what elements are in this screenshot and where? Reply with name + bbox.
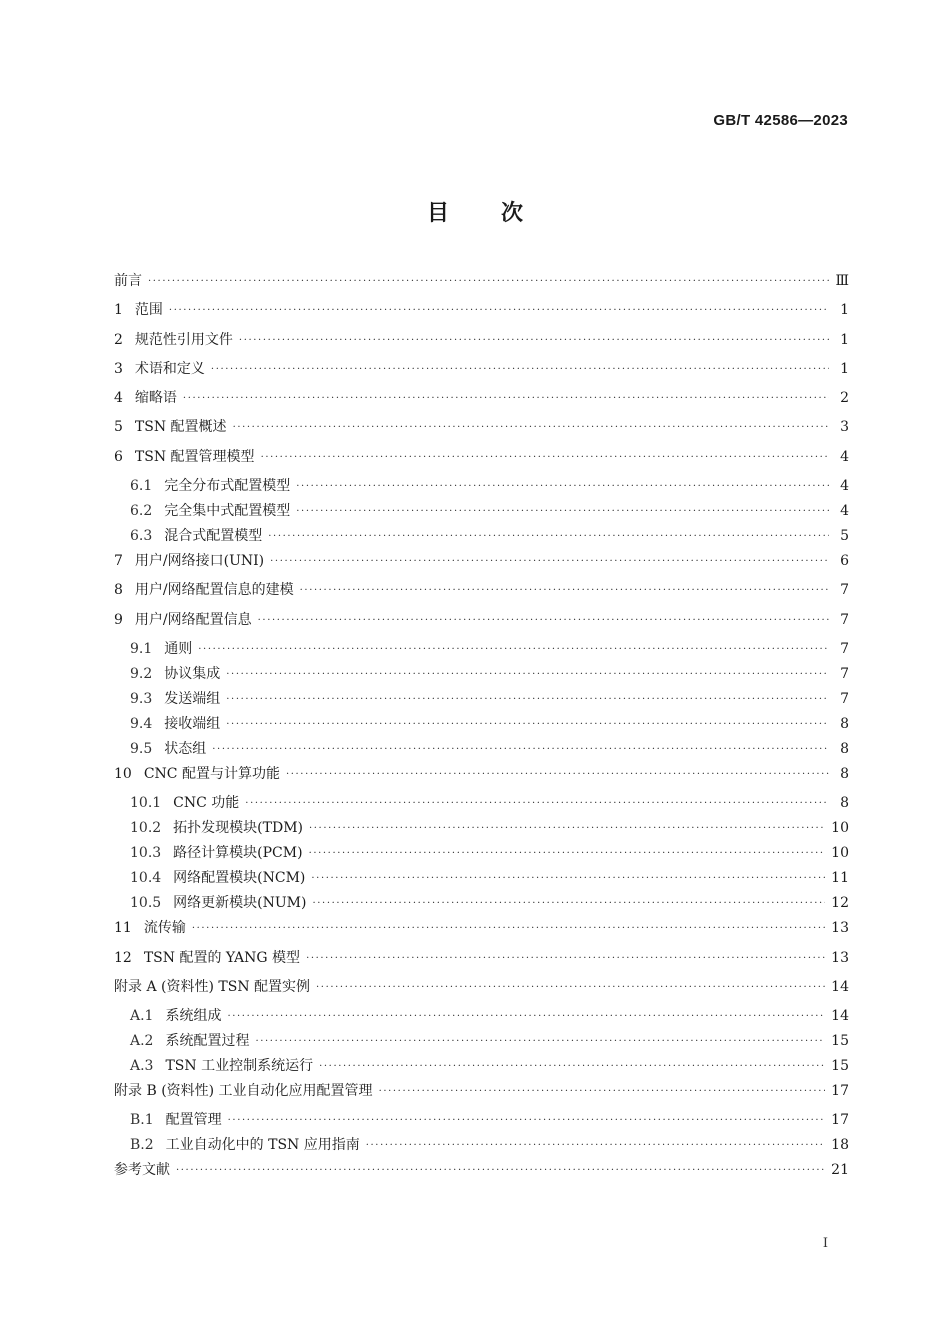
- toc-entry-number: 6.1: [130, 478, 153, 495]
- title-char-2: 次: [501, 201, 524, 226]
- toc-entry-page: 7: [840, 611, 849, 628]
- toc-entry[interactable]: [114, 1005, 849, 1030]
- toc-entry[interactable]: [114, 270, 849, 299]
- toc-entry[interactable]: [114, 475, 849, 500]
- toc-entry-page: 4: [840, 478, 849, 495]
- toc-entry-number: 9.5: [130, 740, 153, 757]
- toc-entry-page: 3: [840, 419, 849, 436]
- toc-entry-label: 配置管理: [165, 1112, 222, 1129]
- toc-entry[interactable]: [114, 638, 849, 663]
- toc-entry-label: 状态组: [164, 740, 207, 757]
- toc-leader-dots: [261, 452, 829, 463]
- toc-entry[interactable]: [114, 525, 849, 550]
- toc-entry-page: 7: [840, 690, 849, 707]
- toc-entry-label: 范围: [134, 302, 163, 319]
- toc-entry-number: 10.1: [130, 795, 162, 812]
- toc-entry-number: A.3: [130, 1058, 154, 1075]
- toc-entry[interactable]: [114, 688, 849, 713]
- toc-entry-number: 10.5: [130, 895, 162, 912]
- toc-entry-label: 混合式配置模型: [164, 528, 263, 545]
- toc-leader-dots: [319, 1061, 825, 1072]
- toc-entry-page: 13: [831, 949, 849, 966]
- toc-entry-number: 10: [114, 765, 132, 782]
- toc-leader-dots: [226, 719, 829, 730]
- toc-entry-number: 9: [114, 611, 123, 628]
- toc-entry-label: TSN 配置的 YANG 模型: [143, 949, 301, 966]
- toc-entry-page: 1: [840, 302, 849, 319]
- toc-entry-page: 5: [840, 528, 849, 545]
- toc-leader-dots: [296, 506, 829, 517]
- toc-entry-label: 参考文献: [114, 1162, 170, 1179]
- toc-leader-dots: [379, 1086, 826, 1097]
- toc-entry-number: 10.4: [130, 870, 162, 887]
- toc-entry-label: 网络更新模块(NUM): [173, 895, 307, 912]
- toc-entry-number: 9.2: [130, 665, 153, 682]
- toc-leader-dots: [212, 744, 829, 755]
- toc-leader-dots: [148, 276, 829, 287]
- toc-entry-page: 12: [831, 895, 849, 912]
- toc-entry-label: TSN 配置管理模型: [134, 448, 255, 465]
- toc-leader-dots: [312, 898, 825, 909]
- toc-entry-number: 10.3: [130, 845, 162, 862]
- toc-entry-label: CNC 配置与计算功能: [143, 765, 280, 782]
- toc-entry-number: 8: [114, 582, 123, 599]
- toc-entry-label: 缩略语: [134, 390, 177, 407]
- toc-entry-page: Ⅲ: [835, 273, 849, 289]
- toc-leader-dots: [183, 393, 829, 404]
- toc-entry-label: 用户/网络配置信息: [134, 611, 252, 628]
- toc-leader-dots: [192, 923, 825, 934]
- toc-entry-number: 1: [114, 302, 123, 319]
- toc-entry-page: 17: [831, 1112, 849, 1129]
- toc-entry-page: 8: [840, 795, 849, 812]
- toc-entry[interactable]: [114, 947, 849, 976]
- toc-entry-number: 9.4: [130, 715, 153, 732]
- toc-entry-label: 发送端组: [164, 690, 221, 707]
- toc-entry-label: 流传输: [143, 920, 186, 937]
- toc-entry-number: 12: [114, 949, 132, 966]
- toc-entry[interactable]: [114, 609, 849, 638]
- toc-leader-dots: [300, 585, 829, 596]
- page-title: [0, 196, 950, 227]
- toc-entry-label: CNC 功能: [173, 795, 240, 812]
- toc-entry-label: TSN 配置概述: [134, 419, 227, 436]
- toc-entry[interactable]: [114, 976, 849, 1005]
- toc-entry-page: 4: [840, 448, 849, 465]
- toc-entry[interactable]: [114, 892, 849, 917]
- toc-leader-dots: [169, 305, 829, 316]
- toc-leader-dots: [258, 615, 829, 626]
- toc-entry[interactable]: [114, 550, 849, 579]
- toc-entry[interactable]: [114, 917, 849, 946]
- toc-entry-page: 2: [840, 390, 849, 407]
- toc-leader-dots: [228, 1115, 826, 1126]
- toc-entry[interactable]: [114, 1080, 849, 1109]
- toc-leader-dots: [245, 798, 829, 809]
- toc-entry-page: 1: [840, 331, 849, 348]
- toc-leader-dots: [227, 1011, 825, 1022]
- toc-entry-page: 1: [840, 360, 849, 377]
- toc-leader-dots: [176, 1165, 825, 1176]
- toc-entry-number: B.2: [130, 1137, 154, 1154]
- toc-entry-label: 用户/网络配置信息的建模: [134, 582, 294, 599]
- toc-entry-label: 系统配置过程: [165, 1033, 250, 1050]
- toc-entry-label: 术语和定义: [134, 360, 205, 377]
- toc-entry[interactable]: [114, 387, 849, 416]
- toc-entry-page: 7: [840, 582, 849, 599]
- toc-entry-page: 15: [831, 1058, 849, 1075]
- toc-entry-page: 7: [840, 640, 849, 657]
- toc-entry-number: 6.3: [130, 528, 153, 545]
- toc-entry-page: 8: [840, 740, 849, 757]
- toc-leader-dots: [311, 873, 825, 884]
- toc-entry[interactable]: [114, 867, 849, 892]
- toc-entry-number: 3: [114, 360, 123, 377]
- toc-entry[interactable]: [114, 329, 849, 358]
- toc-entry[interactable]: [114, 358, 849, 387]
- toc-entry-label: 用户/网络接口(UNI): [134, 553, 265, 570]
- toc-entry[interactable]: [114, 416, 849, 445]
- toc-entry[interactable]: [114, 1055, 849, 1080]
- toc-entry[interactable]: [114, 738, 849, 763]
- toc-entry[interactable]: [114, 763, 849, 792]
- toc-entry-number: 2: [114, 331, 123, 348]
- toc-leader-dots: [226, 669, 829, 680]
- toc-entry[interactable]: [114, 842, 849, 867]
- toc-entry-label: 前言: [114, 273, 142, 289]
- toc-entry-page: 18: [831, 1137, 849, 1154]
- toc-leader-dots: [255, 1036, 825, 1047]
- toc-entry-page: 17: [831, 1083, 849, 1100]
- toc-leader-dots: [211, 364, 829, 375]
- toc-entry-page: 10: [831, 845, 849, 862]
- toc-leader-dots: [296, 481, 829, 492]
- toc-entry-number: B.1: [130, 1112, 154, 1129]
- toc-entry-number: 6.2: [130, 503, 153, 520]
- toc-entry-number: 5: [114, 419, 123, 436]
- toc-leader-dots: [233, 422, 829, 433]
- toc-entry-page: 11: [831, 870, 849, 887]
- toc-leader-dots: [286, 769, 829, 780]
- toc-leader-dots: [309, 848, 826, 859]
- toc-leader-dots: [268, 531, 829, 542]
- toc-entry[interactable]: [114, 1134, 849, 1159]
- toc-entry-page: 15: [831, 1033, 849, 1050]
- toc-entry-number: A.2: [130, 1033, 154, 1050]
- toc-entry[interactable]: [114, 1109, 849, 1134]
- toc-entry-label: 工业自动化中的 TSN 应用指南: [165, 1137, 360, 1154]
- toc-entry[interactable]: [114, 817, 849, 842]
- toc-entry-number: 9.1: [130, 640, 153, 657]
- toc-entry-number: 9.3: [130, 690, 153, 707]
- toc-entry[interactable]: [114, 446, 849, 475]
- toc-entry-label: 规范性引用文件: [134, 331, 233, 348]
- toc-entry-label: 系统组成: [165, 1008, 222, 1025]
- toc-entry-page: 10: [831, 820, 849, 837]
- toc-entry-number: 10.2: [130, 820, 162, 837]
- toc-leader-dots: [306, 953, 825, 964]
- toc-entry[interactable]: [114, 792, 849, 817]
- toc-entry[interactable]: [114, 1159, 849, 1188]
- toc-entry[interactable]: [114, 713, 849, 738]
- toc-entry-label: 接收端组: [164, 715, 221, 732]
- toc-entry[interactable]: [114, 299, 849, 328]
- toc-entry-number: 11: [114, 920, 132, 937]
- toc-leader-dots: [198, 644, 829, 655]
- toc-entry[interactable]: [114, 1030, 849, 1055]
- toc-entry-page: 7: [840, 665, 849, 682]
- toc-entry-label: 完全分布式配置模型: [164, 478, 291, 495]
- toc-entry-page: 14: [831, 1008, 849, 1025]
- header-doc-code: GB/T 42586—2023: [713, 112, 848, 129]
- toc-entry-number: 6: [114, 448, 123, 465]
- toc-leader-dots: [309, 823, 825, 834]
- toc-leader-dots: [226, 694, 829, 705]
- toc-leader-dots: [239, 335, 829, 346]
- toc-entry-label: 附录 B (资料性) 工业自动化应用配置管理: [114, 1083, 373, 1100]
- toc-entry-number: A.1: [130, 1008, 154, 1025]
- toc-leader-dots: [316, 982, 825, 993]
- toc-entry-number: 7: [114, 553, 123, 570]
- toc-entry[interactable]: [114, 579, 849, 608]
- title-char-1: 目: [426, 201, 449, 226]
- toc-leader-dots: [270, 556, 829, 567]
- toc-entry-label: TSN 工业控制系统运行: [165, 1058, 314, 1075]
- toc-entry-page: 4: [840, 503, 849, 520]
- toc-entry-page: 8: [840, 715, 849, 732]
- toc-entry-page: 14: [831, 978, 849, 995]
- toc-entry-label: 完全集中式配置模型: [164, 503, 291, 520]
- table-of-contents: [114, 270, 849, 1189]
- toc-entry-label: 协议集成: [164, 665, 221, 682]
- toc-leader-dots: [366, 1140, 825, 1151]
- toc-entry-label: 附录 A (资料性) TSN 配置实例: [114, 978, 311, 995]
- toc-entry-page: 6: [840, 553, 849, 570]
- toc-entry-page: 8: [840, 765, 849, 782]
- toc-entry-number: 4: [114, 390, 123, 407]
- toc-entry-label: 网络配置模块(NCM): [173, 870, 306, 887]
- toc-entry-label: 拓扑发现模块(TDM): [173, 820, 303, 837]
- toc-entry-page: 21: [831, 1162, 849, 1179]
- toc-entry-label: 通则: [164, 640, 193, 657]
- toc-entry-page: 13: [831, 920, 849, 937]
- toc-entry[interactable]: [114, 500, 849, 525]
- toc-entry[interactable]: [114, 663, 849, 688]
- footer-page-number: Ⅰ: [822, 1236, 828, 1251]
- toc-entry-label: 路径计算模块(PCM): [173, 845, 303, 862]
